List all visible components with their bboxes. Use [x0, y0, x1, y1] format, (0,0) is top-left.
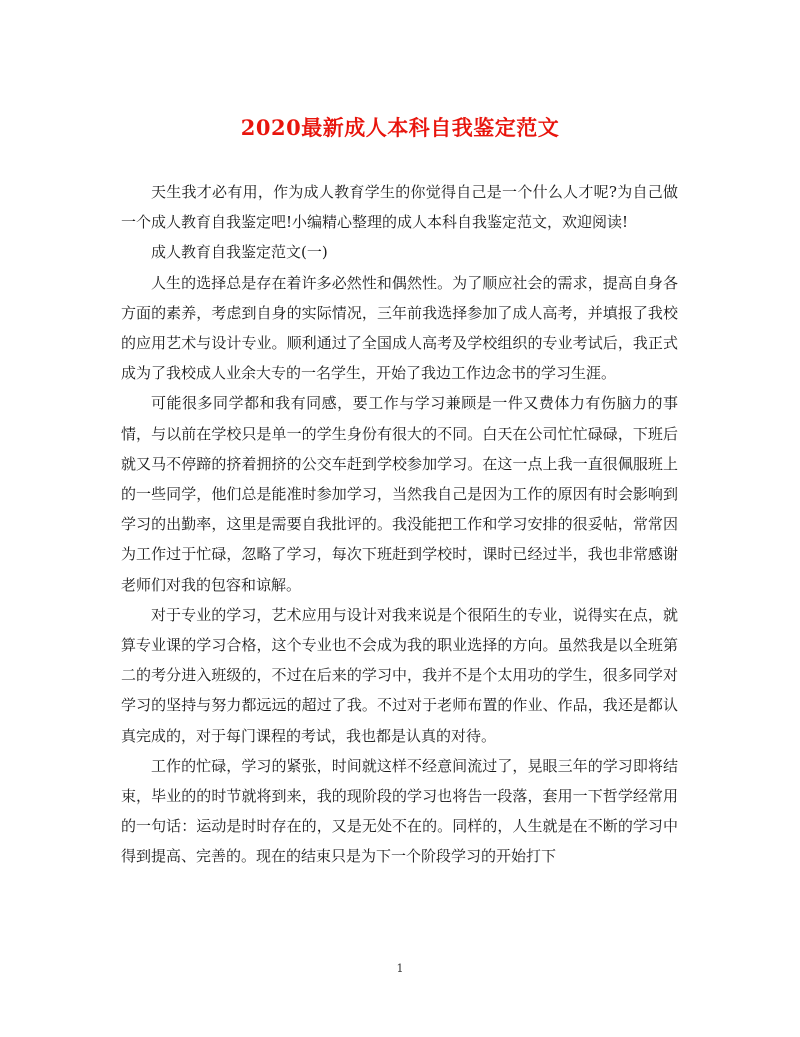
paragraph: 可能很多同学都和我有同感，要工作与学习兼顾是一件又费体力有伤脑力的事情，与以前在学校只是单一的学生身份有很大的不同。白天在公司忙忙碌碌，下班后就又马不停蹄的挤着拥挤的公交车赶到学校参加学习。在这一点上我一直很佩服班上的一些同学，他们总是能准时参加学习，当然我自己是因为工作的原因有时会影响到学习的出勤率，这里是需要自我批评的。我没能把工作和学习安排的很妥帖，常常因为工作过于忙碌，忽略了学习，每次下班赶到学校时，课时已经过半，我也非常感谢老师们对我的包容和谅解。: [121, 394, 678, 594]
document-body: [121, 177, 678, 872]
paragraph: 工作的忙碌，学习的紧张，时间就这样不经意间流过了，晃眼三年的学习即将结束，毕业的的时节就将到来，我的现阶段的学习也将告一段落，套用一下哲学经常用的一句话：运动是时时存在的，又是无处不在的。同样的，人生就是在不断的学习中得到提高、完善的。现在的结束只是为下一个阶段学习的开始打下: [121, 756, 678, 866]
paragraph: 对于专业的学习，艺术应用与设计对我来说是个很陌生的专业，说得实在点，就算专业课的学习合格，这个专业也不会成为我的职业选择的方向。虽然我是以全班第二的考分进入班级的，不过在后来的学习中，我并不是个太用功的学生，很多同学对学习的坚持与努力都远远的超过了我。不过对于老师布置的作业、作品，我还是都认真完成的，对于每门课程的考试，我也都是认真的对待。: [121, 605, 678, 745]
paragraph: 人生的选择总是存在着许多必然性和偶然性。为了顺应社会的需求，提高自身各方面的素养，考虑到自身的实际情况，三年前我选择参加了成人高考，并填报了我校的应用艺术与设计专业。顺利通过了全国成人高考及学校组织的专业考试后，我正式成为了我校成人业余大专的一名学生，开始了我边工作边念书的学习生涯。: [121, 273, 678, 383]
document-title: 2020最新成人本科自我鉴定范文: [240, 115, 560, 140]
section-heading: 成人教育自我鉴定范文(一): [151, 243, 328, 262]
paragraph-intro: 天生我才必有用，作为成人教育学生的你觉得自己是一个什么人才呢?为自己做一个成人教育自我鉴定吧!小编精心整理的成人本科自我鉴定范文，欢迎阅读!: [121, 183, 678, 232]
page-number: 1: [396, 962, 404, 975]
